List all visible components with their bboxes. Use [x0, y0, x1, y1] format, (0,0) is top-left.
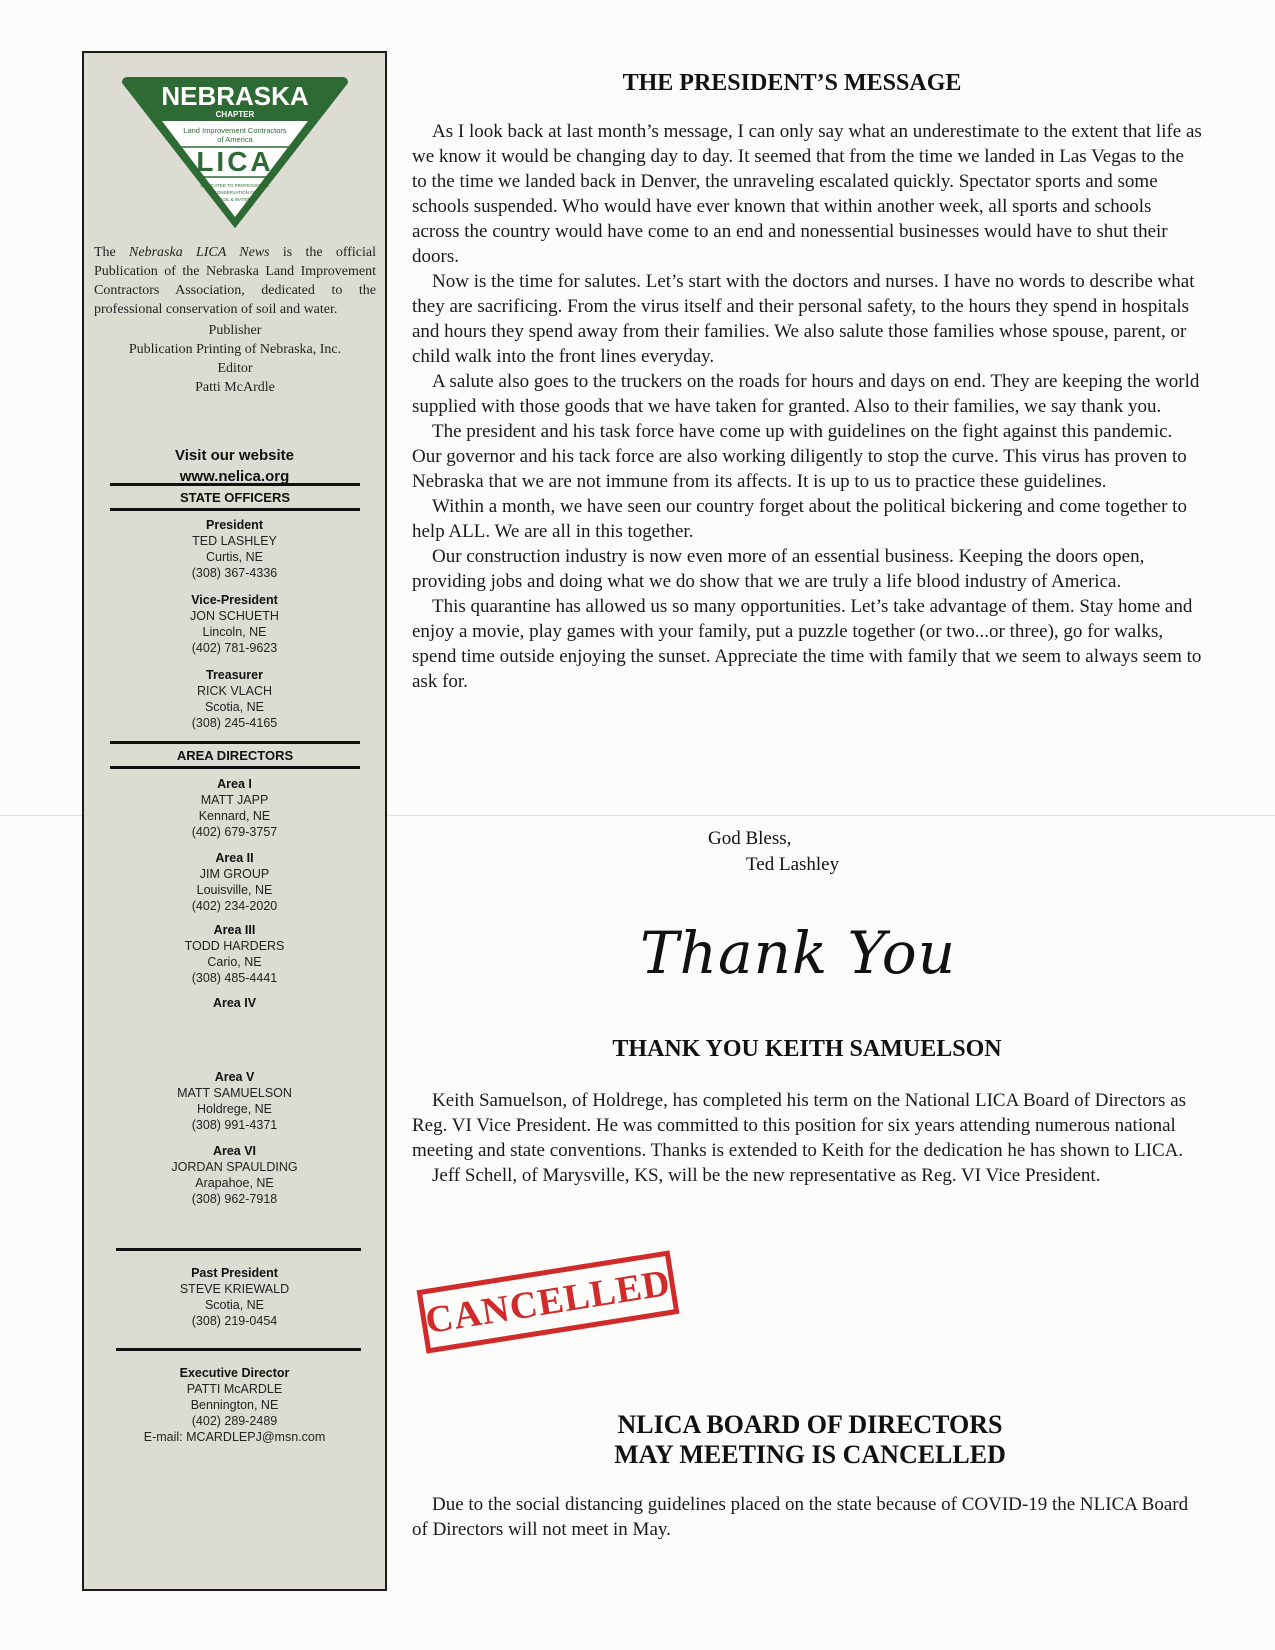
- publisher-name: Publication Printing of Nebraska, Inc.: [128, 342, 342, 357]
- logo-org-line2: of America: [217, 135, 253, 144]
- officer-phone: (308) 367-4336: [191, 566, 278, 580]
- officer-treasurer: [84, 667, 385, 731]
- publisher-label: Publisher: [208, 323, 262, 338]
- website-label: Visit our website: [175, 447, 294, 464]
- director-name: MATT SAMUELSON: [177, 1086, 292, 1100]
- paragraph: Due to the social distancing guidelines placed on the state because of COVID-19 the NLICA Board of Directors will not meet in May.: [412, 1494, 1189, 1540]
- masthead-lead: The: [94, 245, 130, 260]
- director-title: Area I: [217, 777, 252, 791]
- officer-city: Lincoln, NE: [202, 625, 267, 639]
- meeting-heading: [540, 1410, 1080, 1470]
- signature-name: Ted Lashley: [746, 854, 840, 875]
- president-message-heading: THE PRESIDENT’S MESSAGE: [622, 70, 962, 96]
- officer-phone: (402) 781-9623: [191, 641, 278, 655]
- editor-name: Patti McArdle: [195, 380, 275, 395]
- paragraph: A salute also goes to the truckers on the roads for hours and days on end. They are keeping the world supplied with those goods that we have taken for granted. Also to their families, we say thank you.: [412, 371, 1200, 417]
- paragraph: Our construction industry is now even more of an essential business. Keeping the doors open, providing jobs and doing what we do show that we are truly a life blood industry of America.: [412, 546, 1145, 592]
- director-area-6: [84, 1143, 385, 1207]
- logo-motto-line1: DEDICATED TO PROFESSIONAL: [200, 183, 270, 188]
- logo-motto-line2: CONSERVATION OF: [213, 190, 257, 195]
- director-area-5: [84, 1069, 385, 1133]
- paragraph: As I look back at last month’s message, I can only say what an underestimate to the extent that life as we know it would be changing day to day. It seemed that from the time we landed in Las Vegas to the to the time we landed back in Denver, the unraveling escalated quickly. Spectator sports and some schools suspended. Who would have ever known that within another week, all sports and schools across the country would have come to an end and nonessential businesses would have to shut their doors.: [412, 121, 1202, 267]
- executive-director-email[interactable]: E-mail: MCARDLEPJ@msn.com: [143, 1430, 326, 1444]
- paragraph: Now is the time for salutes. Let’s start with the doctors and nurses. I have no words to describe what they are sacrificing. From the virus itself and their personal safety, to the hours they spend in hospitals and hours they spend away from their families. We also salute those families whose spouse, parent, or child walk into the front lines everyday.: [412, 271, 1195, 367]
- officer-title: President: [206, 518, 263, 532]
- executive-director-name: PATTI McARDLE: [186, 1382, 283, 1396]
- website-block: [84, 445, 385, 487]
- director-title: Area V: [214, 1070, 255, 1084]
- state-officers-heading: STATE OFFICERS: [110, 483, 360, 511]
- nebraska-lica-logo: [118, 75, 352, 231]
- paragraph: Keith Samuelson, of Holdrege, has completed his term on the National LICA Board of Directors as Reg. VI Vice President. He was committed to this position for six years attending numerous national meeting and state conventions. Thanks is extended to Keith for the dedication he has shown to LICA.: [412, 1090, 1187, 1161]
- director-phone: (308) 962-7918: [191, 1192, 278, 1206]
- officer-name: TED LASHLEY: [192, 534, 277, 548]
- thank-you-body: [412, 1088, 1202, 1188]
- masthead-paper-name: Nebraska LICA News: [129, 245, 270, 260]
- director-phone: (308) 485-4441: [191, 971, 278, 985]
- director-name: MATT JAPP: [200, 793, 269, 807]
- director-area-4: [84, 995, 385, 1011]
- logo-acronym: LICA: [196, 146, 274, 177]
- director-title: Area II: [215, 851, 254, 865]
- area-directors-heading: AREA DIRECTORS: [110, 741, 360, 769]
- meeting-heading-line2: MAY MEETING IS CANCELLED: [614, 1440, 1006, 1469]
- director-name: JIM GROUP: [199, 867, 270, 881]
- officer-phone: (308) 245-4165: [191, 716, 278, 730]
- director-city: Louisville, NE: [196, 883, 273, 897]
- editor-label: Editor: [217, 361, 253, 376]
- logo-chapter: CHAPTER: [215, 110, 255, 119]
- meeting-heading-line1: NLICA BOARD OF DIRECTORS: [617, 1410, 1003, 1439]
- meeting-body: [412, 1492, 1202, 1542]
- executive-director: [84, 1365, 385, 1445]
- officer-vice-president: [84, 592, 385, 656]
- masthead-description: [94, 243, 376, 397]
- officer-name: RICK VLACH: [196, 684, 273, 698]
- director-name: JORDAN SPAULDING: [171, 1160, 298, 1174]
- director-title: Area III: [213, 923, 256, 937]
- past-president-name: STEVE KRIEWALD: [179, 1282, 290, 1296]
- director-city: Arapahoe, NE: [195, 1176, 274, 1190]
- cancelled-stamp: CANCELLED: [417, 1250, 680, 1353]
- director-title: Area VI: [212, 1144, 257, 1158]
- director-city: Cario, NE: [207, 955, 262, 969]
- director-name: TODD HARDERS: [184, 939, 285, 953]
- past-president-title: Past President: [191, 1266, 278, 1280]
- director-city: Holdrege, NE: [196, 1102, 273, 1116]
- paragraph: Within a month, we have seen our country forget about the political bickering and come together to help ALL. We are all in this together.: [412, 496, 1187, 542]
- executive-director-title: Executive Director: [179, 1366, 290, 1380]
- divider: [116, 1248, 361, 1251]
- director-city: Kennard, NE: [198, 809, 271, 823]
- director-title: Area IV: [212, 996, 257, 1010]
- thank-you-script: Thank You: [640, 919, 957, 987]
- officer-name: JON SCHUETH: [190, 609, 279, 623]
- past-president: [84, 1265, 385, 1329]
- director-area-2: [84, 850, 385, 914]
- director-phone: (402) 679-3757: [191, 825, 278, 839]
- director-area-3: [84, 922, 385, 986]
- officer-president: [84, 517, 385, 581]
- past-president-city: Scotia, NE: [204, 1298, 265, 1312]
- officer-city: Curtis, NE: [206, 550, 263, 564]
- paragraph: This quarantine has allowed us so many opportunities. Let’s take advantage of them. Stay home and enjoy a movie, play games with your family, put a puzzle together (or two...or three), go for walks, spend time outside enjoying the sunset. Appreciate the time with family that we seem to always seem to ask for.: [412, 596, 1202, 692]
- masthead-text: is the official Publication of the Nebraska Land Improvement Contractors Association, dedicated to the professional conservation of soil and water.: [94, 245, 377, 317]
- divider: [116, 1348, 361, 1351]
- paragraph: The president and his task force have come up with guidelines on the fight against this pandemic. Our governor and his tack force are also working diligently to stop the curve. This virus has proven to Nebraska that we are not immune from its affects. It is up to us to practice these guidelines.: [412, 421, 1187, 492]
- director-phone: (402) 234-2020: [191, 899, 278, 913]
- closing-line: God Bless,: [708, 828, 792, 849]
- thank-you-heading: THANK YOU KEITH SAMUELSON: [612, 1036, 1002, 1062]
- officer-city: Scotia, NE: [204, 700, 265, 714]
- officer-title: Vice-President: [191, 593, 278, 607]
- director-phone: (308) 991-4371: [191, 1118, 278, 1132]
- logo-state: NEBRASKA: [161, 81, 309, 111]
- officer-title: Treasurer: [206, 668, 263, 682]
- director-area-1: [84, 776, 385, 840]
- president-message-body: [412, 119, 1202, 694]
- past-president-phone: (308) 219-0454: [191, 1314, 278, 1328]
- executive-director-phone: (402) 289-2489: [191, 1414, 278, 1428]
- paragraph: Jeff Schell, of Marysville, KS, will be the new representative as Reg. VI Vice President.: [432, 1165, 1101, 1186]
- sidebar: [82, 51, 387, 1591]
- logo-motto-line3: SOIL & WATER: [219, 197, 251, 202]
- logo-org-line1: Land Improvement Contractors: [183, 126, 287, 135]
- executive-director-city: Bennington, NE: [190, 1398, 279, 1412]
- website-link[interactable]: www.nelica.org: [179, 468, 290, 485]
